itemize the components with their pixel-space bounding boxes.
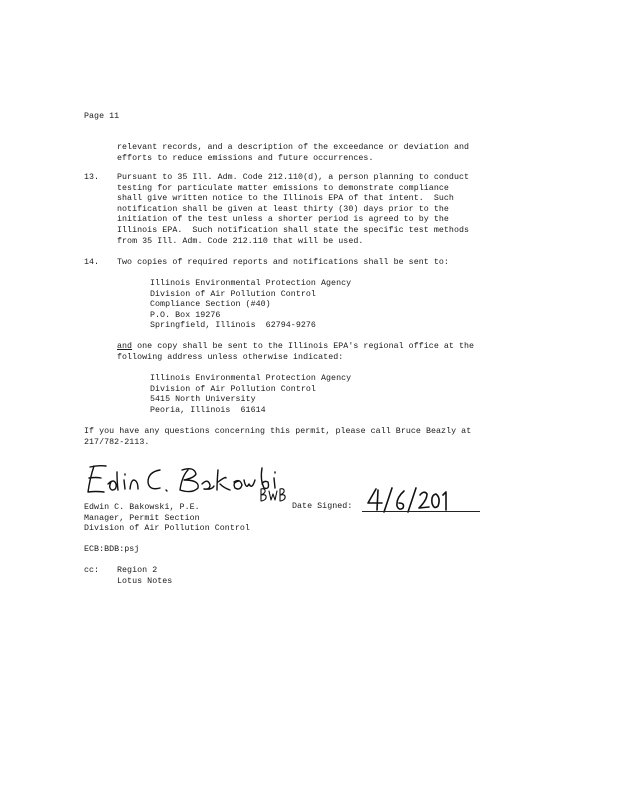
address-line: Division of Air Pollution Control [150,384,316,394]
cc-label: cc: [84,566,100,575]
address-line: Illinois Environmental Protection Agency [150,374,352,383]
continuation-line: relevant records, and a description of the exceedance or deviation and [117,143,470,152]
address-line: Peoria, Illinois 61614 [150,405,266,415]
item13-line: shall give written notice to the Illinois EPA of that intent. Such [117,194,454,204]
item13-line: from 35 Ill. Adm. Code 212.110 that will be used. [117,236,364,246]
item13-line: initiation of the test unless a shorter period is agreed to by the [117,215,449,225]
reference-initials: ECB:BDB:psj [84,545,140,554]
cc-item: Lotus Notes [117,576,173,586]
item13-line: testing for particulate matter emissions to demonstrate compliance [117,183,449,193]
page-number: Page 11 [84,112,120,121]
initials-image [258,486,288,504]
address-line: Illinois Environmental Protection Agency [150,279,352,288]
item-number: 13. [84,173,100,182]
date-signed-label: Date Signed: [292,502,353,511]
item13-line: Illinois EPA. Such notification shall state the specific test methods [117,226,470,235]
closing-line: 217/782-2113. [84,437,150,447]
signer-line: Edwin C. Bakowski, P.E. [84,503,200,512]
continuation-line: efforts to reduce emissions and future occurrences. [117,153,374,163]
copy-instruction-line: following address unless otherwise indicated: [117,352,344,362]
signature-image [84,458,284,498]
cc-item: Region 2 [117,566,158,575]
signer-line: Division of Air Pollution Control [84,524,250,534]
address-line: P.O. Box 19276 [150,310,221,320]
item13-line: notification shall be given at least thirty (30) days prior to the [117,204,449,214]
closing-line: If you have any questions concerning this permit, please call Bruce Beazly at [84,427,472,436]
item13-line: Pursuant to 35 Ill. Adm. Code 212.110(d), a person planning to conduct [117,173,470,182]
address-line: Springfield, Illinois 62794-9276 [150,321,316,331]
date-signature-line [362,511,480,512]
copy-instruction: and one copy shall be sent to the Illinois EPA's regional office at the [117,342,475,351]
address-line: Compliance Section (#40) [150,300,271,310]
signer-line: Manager, Permit Section [84,513,200,523]
and-underlined: and [117,342,133,351]
handwritten-date-image [364,486,456,514]
address-line: Division of Air Pollution Control [150,289,316,299]
address-line: 5415 North University [150,395,256,405]
item-number: 14. [84,258,100,267]
item14-intro: Two copies of required reports and notifications shall be sent to: [117,258,449,267]
